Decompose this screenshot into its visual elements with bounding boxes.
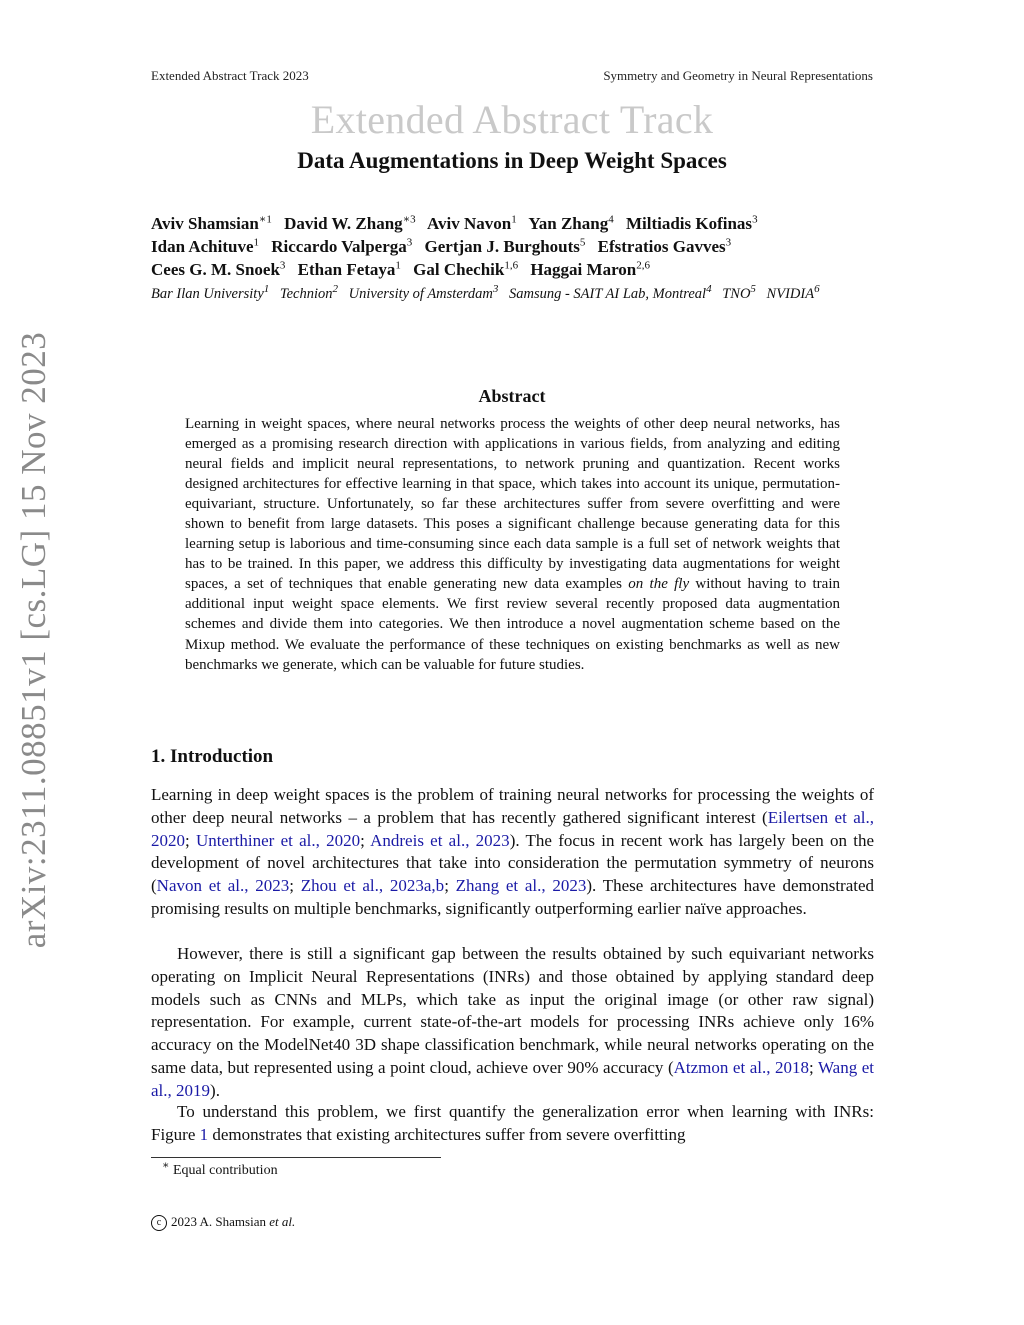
abstract-heading: Abstract bbox=[478, 386, 546, 406]
abstract-text: Learning in weight spaces, where neural networks process the weights of other deep neural networks, has emerged as a promising research direction with applications in various fields, from analyzing and editing neural fields and implicit neural representations, to network pruning and quantization. Recent works designed architectures for effective learning in that space, which takes into account its unique, permutation-equivariant, structure. Unfortunately, so far these architectures suffer from severe overfitting and were shown to benefit from large datasets. This poses a significant challenge because generating data for this learning setup is laborious and time-consuming since each data sample is a full set of network weights that has to be trained. In this paper, we address this difficulty by investigating data augmentations for weight spaces, a set of techniques that enable generating new data examples on the fly without having to train additional input weight space elements. We first review several recently proposed data augmentation schemes and divide them into categories. We then introduce a novel augmentation scheme based on the Mixup method. We evaluate the performance of these techniques on existing benchmarks as well as new benchmarks we generate, which can be valuable for future studies. bbox=[185, 416, 840, 673]
author-line-1 bbox=[151, 212, 931, 235]
affiliation: NVIDIA$^6$ bbox=[766, 283, 820, 302]
author: Gertjan J. Burghouts$^5$ bbox=[424, 236, 586, 256]
author: Aviv Navon$^1$ bbox=[426, 213, 517, 233]
author: Gal Chechik$^{1,6}$ bbox=[413, 259, 519, 279]
paper-title: Data Augmentations in Deep Weight Spaces bbox=[297, 148, 727, 173]
citation-link[interactable]: Unterthiner et al., 2020 bbox=[195, 830, 361, 850]
copyright-notice: c2023 A. Shamsian et al. bbox=[151, 1214, 295, 1231]
intro-paragraph-2: However, there is still a significant gap between the results obtained by such equivariant networks operating on Implicit Neural Representations (INRs) and those obtained by applying standard deep models such as CNNs and MLPs, which take as input the original image (or other raw signal) representation. For example, current state-of-the-art models for processing INRs achieve only 16% accuracy on the ModelNet40 3D shape classification benchmark, while neural networks operating on the same data, but represented using a point cloud, achieve over 90% accuracy (Atzmon et al., 2018; Wang et al., 2019). bbox=[151, 944, 874, 1100]
author: Yan Zhang$^4$ bbox=[528, 213, 614, 233]
running-header-right: Symmetry and Geometry in Neural Representations bbox=[603, 68, 873, 83]
affiliation: Samsung - SAIT AI Lab, Montreal$^4$ bbox=[508, 283, 712, 302]
author: Aviv Shamsian$^{∗1}$ bbox=[151, 213, 272, 233]
author: Ethan Fetaya$^1$ bbox=[297, 259, 401, 279]
author: David W. Zhang$^{∗3}$ bbox=[284, 213, 416, 233]
author-line-2 bbox=[151, 235, 931, 258]
intro-paragraph-1: Learning in deep weight spaces is the problem of training neural networks for processing the weights of other deep neural networks – a problem that has recently gathered significant interest (Eilertsen et al., 2020; Unterthiner et al., 2020; Andreis et al., 2023). The focus in recent work has largely been on the development of novel architectures that take into consideration the permutation symmetry of neurons (Navon et al., 2023; Zhou et al., 2023a,b; Zhang et al., 2023). These architectures have demonstrated promising results on multiple benchmarks, significantly outperforming earlier naïve approaches. bbox=[151, 785, 875, 918]
citation-link[interactable]: Eilertsen et al., 2020 bbox=[151, 807, 874, 850]
author: Haggai Maron$^{2,6}$ bbox=[530, 259, 651, 279]
affiliation: Bar Ilan University$^1$ bbox=[151, 283, 270, 302]
figure-reference-link[interactable]: 1 bbox=[199, 1124, 209, 1144]
affiliation: Technion$^2$ bbox=[279, 283, 339, 302]
author-list bbox=[151, 212, 931, 281]
citation-link[interactable]: Atzmon et al., 2018 bbox=[673, 1057, 810, 1077]
author: Miltiadis Kofinas$^3$ bbox=[625, 213, 758, 233]
affiliation: TNO$^5$ bbox=[722, 283, 756, 302]
author-line-3 bbox=[151, 258, 931, 281]
author: Cees G. M. Snoek$^3$ bbox=[151, 259, 286, 279]
copyright-icon bbox=[151, 1215, 167, 1231]
section-heading-introduction: 1. Introduction bbox=[151, 746, 274, 767]
citation-link[interactable]: Andreis et al., 2023 bbox=[370, 830, 510, 850]
citation-link[interactable]: Zhang et al., 2023 bbox=[455, 876, 587, 896]
track-banner: Extended Abstract Track bbox=[310, 97, 714, 142]
footnote-divider bbox=[151, 1157, 441, 1158]
arxiv-identifier: arXiv:2311.08851v1 [cs.LG] 15 Nov 2023 bbox=[14, 331, 53, 949]
running-header-left: Extended Abstract Track 2023 bbox=[151, 68, 309, 83]
author: Riccardo Valperga$^3$ bbox=[271, 236, 413, 256]
footnote: ∗ Equal contribution bbox=[162, 1159, 278, 1178]
author: Efstratios Gavves$^3$ bbox=[597, 236, 732, 256]
citation-link[interactable]: Navon et al., 2023 bbox=[156, 876, 290, 896]
author: Idan Achituve$^1$ bbox=[151, 236, 259, 256]
citation-link[interactable]: Zhou et al., 2023a,b bbox=[300, 876, 445, 896]
affiliation: University of Amsterdam$^3$ bbox=[348, 283, 499, 302]
affiliation-list bbox=[151, 283, 981, 303]
intro-paragraph-3: To understand this problem, we first quantify the generalization error when learning with INRs: Figure 1 demonstrates that existing architectures suffer from severe overfitting bbox=[151, 1102, 874, 1144]
citation-link[interactable]: Wang et al., 2019 bbox=[151, 1057, 874, 1100]
